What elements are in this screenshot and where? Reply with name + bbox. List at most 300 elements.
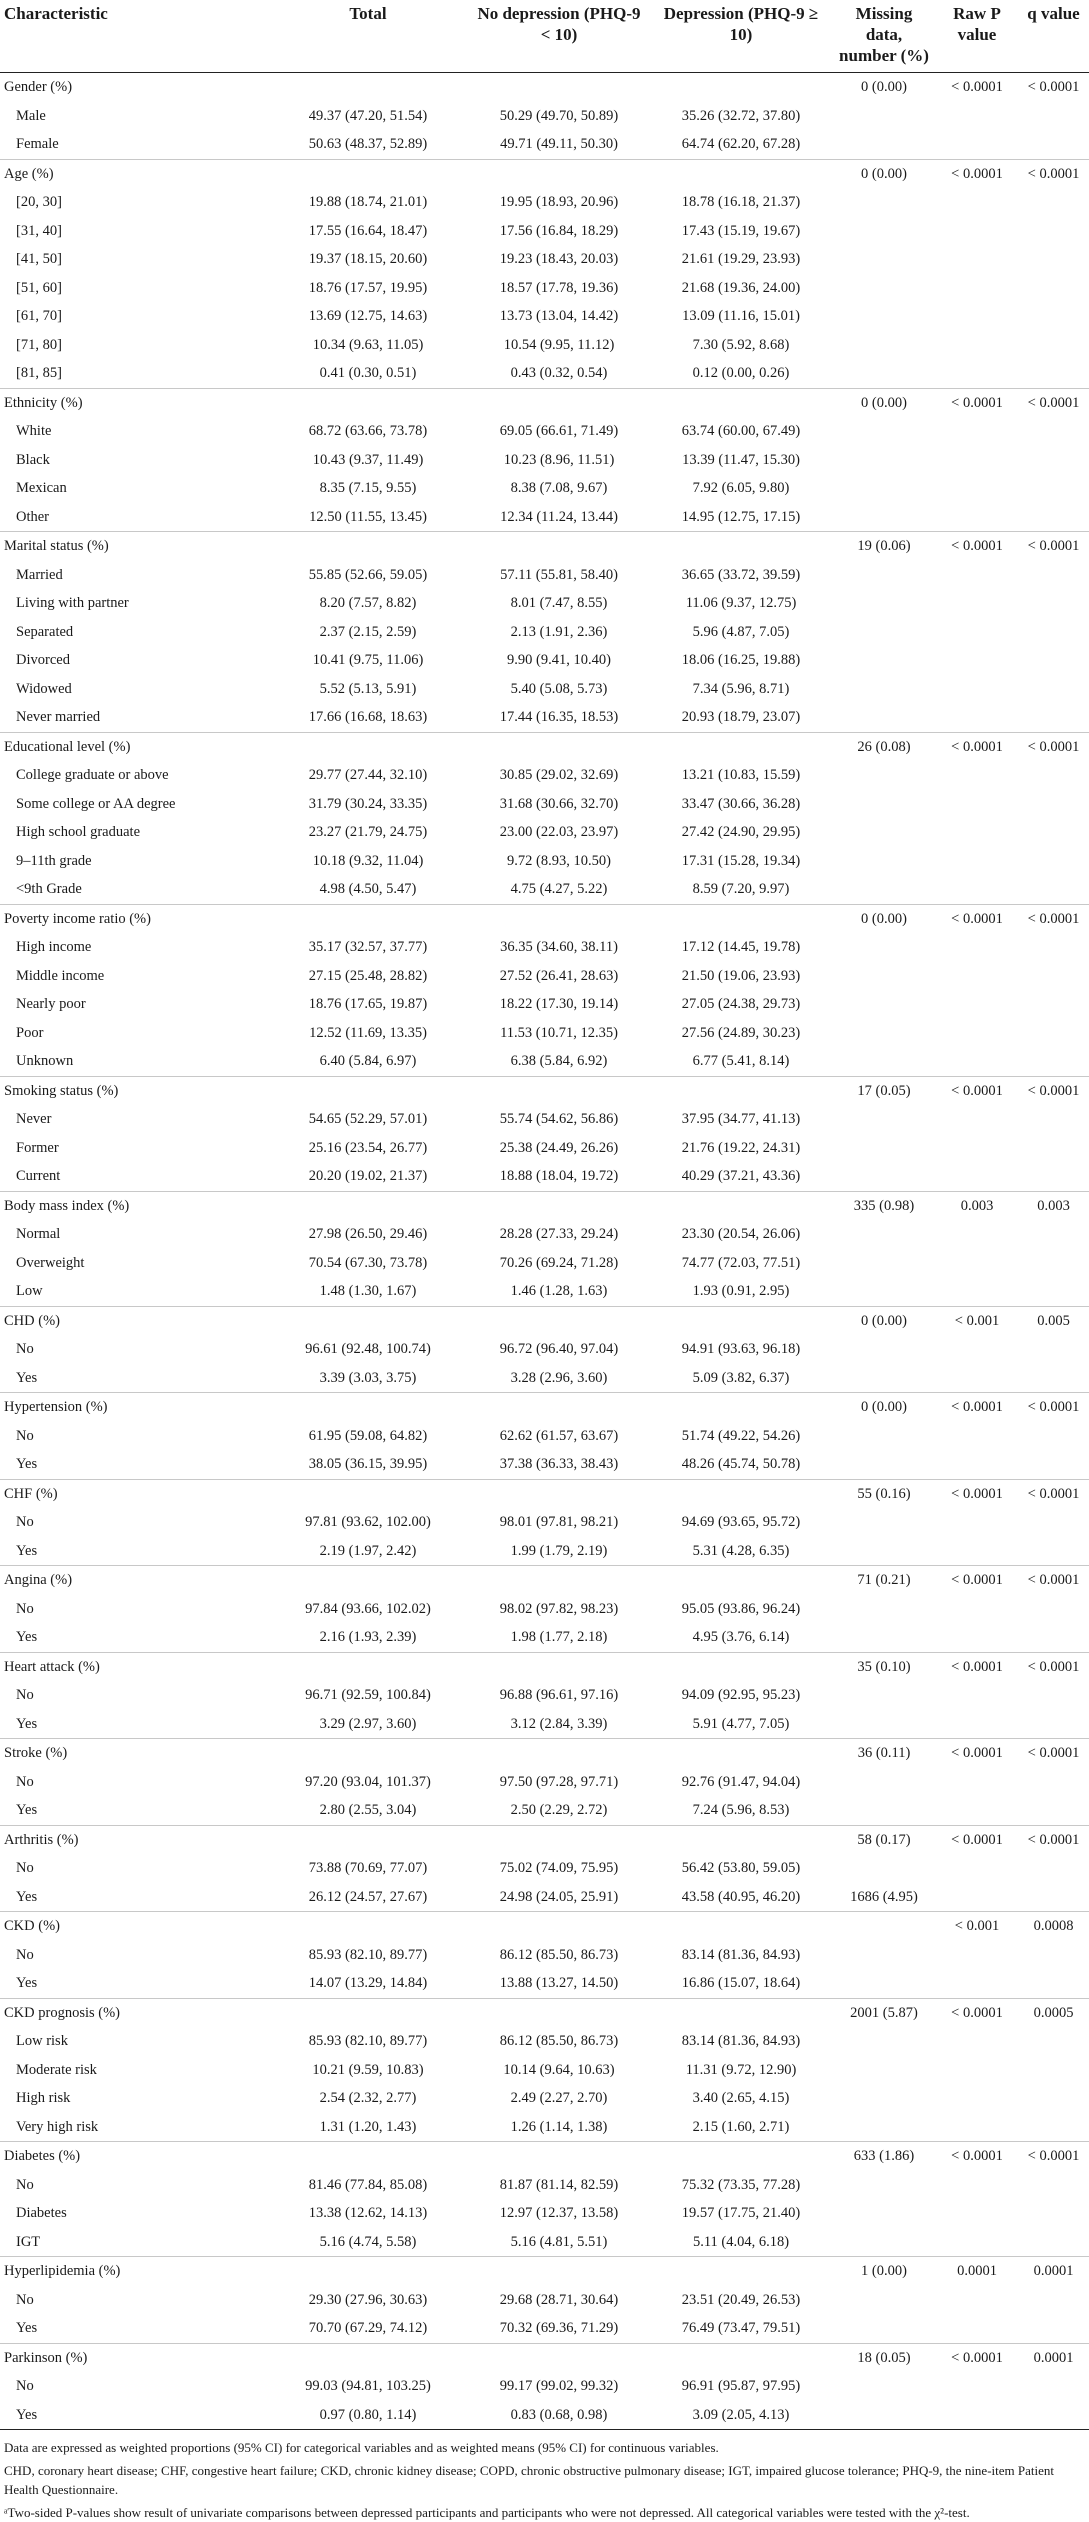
characteristic-cell: Never married <box>16 709 101 725</box>
q-value-cell: < 0.0001 <box>1018 1652 1089 1681</box>
total-cell: 29.77 (27.44, 32.10) <box>308 767 428 783</box>
missing-data-cell <box>832 331 936 360</box>
table-group-row <box>0 388 1089 417</box>
depression-cell: 83.14 (81.36, 84.93) <box>681 2033 801 2049</box>
q-value-cell <box>1018 2113 1089 2142</box>
depression-cell: 13.09 (11.16, 15.01) <box>682 308 800 324</box>
missing-data-cell: 335 (0.98) <box>832 1191 936 1220</box>
q-value-cell <box>1018 302 1089 331</box>
missing-data-cell: 55 (0.16) <box>832 1479 936 1508</box>
q-value-cell: < 0.0001 <box>1018 1479 1089 1508</box>
depression-cell: 20.93 (18.79, 23.07) <box>681 709 801 725</box>
depression-cell: 0.12 (0.00, 0.26) <box>692 365 790 381</box>
q-value-cell <box>1018 561 1089 590</box>
no-depression-cell <box>468 388 650 417</box>
characteristic-cell: [71, 80] <box>16 336 62 353</box>
characteristic-cell: CKD (%) <box>0 1912 268 1941</box>
total-cell: 2.37 (2.15, 2.59) <box>319 623 417 640</box>
characteristic-cell: [51, 60] <box>16 279 62 296</box>
missing-data-cell <box>832 1047 936 1076</box>
table-row <box>0 933 1089 962</box>
table-row <box>0 2228 1089 2257</box>
q-value-cell <box>1018 1796 1089 1825</box>
table-group-row <box>0 159 1089 188</box>
raw-p-value-cell <box>936 1854 1018 1883</box>
depression-cell: 11.06 (9.37, 12.75) <box>685 595 797 611</box>
table-row <box>0 2084 1089 2113</box>
characteristic-cell: Heart attack (%) <box>0 1652 268 1681</box>
no-depression-cell: 55.74 (54.62, 56.86) <box>499 1111 619 1127</box>
no-depression-cell: 70.32 (69.36, 71.29) <box>499 2320 619 2336</box>
total-cell: 18.76 (17.57, 19.95) <box>308 279 428 296</box>
q-value-cell <box>1018 1364 1089 1393</box>
table-group-row <box>0 73 1089 102</box>
total-cell: 3.39 (3.03, 3.75) <box>319 1369 417 1386</box>
raw-p-value-cell <box>936 1710 1018 1739</box>
missing-data-cell <box>832 1105 936 1134</box>
table-group-row <box>0 2257 1089 2286</box>
footnote-p-values: ᵃTwo-sided P-values show result of univariate comparisons between depressed participants and participants who were not depressed. All categorical variables were tested with the χ²-test. <box>4 2505 970 2520</box>
depression-cell <box>650 904 832 933</box>
missing-data-cell <box>832 1537 936 1566</box>
raw-p-value-cell <box>936 2228 1018 2257</box>
table-row <box>0 2027 1089 2056</box>
table-row <box>0 217 1089 246</box>
raw-p-value-cell: < 0.0001 <box>951 79 1003 95</box>
depression-cell: 75.32 (73.35, 77.28) <box>681 2176 801 2193</box>
total-cell: 2.54 (2.32, 2.77) <box>319 2090 417 2106</box>
q-value-cell <box>1018 2314 1089 2343</box>
missing-data-cell: 17 (0.05) <box>832 1076 936 1105</box>
no-depression-cell <box>468 1191 650 1220</box>
depression-cell: 18.06 (16.25, 19.88) <box>681 652 801 668</box>
characteristic-cell: Yes <box>16 2320 38 2336</box>
missing-data-cell <box>832 1912 936 1941</box>
missing-data-cell <box>832 1277 936 1306</box>
missing-data-cell <box>832 1681 936 1710</box>
q-value-cell <box>1018 818 1089 847</box>
q-value-cell: < 0.0001 <box>1018 1739 1089 1768</box>
raw-p-value-cell <box>936 274 1018 303</box>
depression-cell: 23.51 (20.49, 26.53) <box>681 2291 801 2308</box>
total-cell: 8.35 (7.15, 9.55) <box>319 480 417 496</box>
q-value-cell <box>1018 2199 1089 2228</box>
missing-data-cell <box>832 618 936 647</box>
table-row <box>0 761 1089 790</box>
total-cell: 13.69 (12.75, 14.63) <box>308 308 428 324</box>
table-row <box>0 1364 1089 1393</box>
raw-p-value-cell <box>936 2113 1018 2142</box>
depression-cell: 1.93 (0.91, 2.95) <box>692 1283 790 1299</box>
raw-p-value-cell <box>936 1249 1018 1278</box>
raw-p-value-cell <box>936 359 1018 388</box>
no-depression-cell <box>468 2343 650 2372</box>
total-cell: 85.93 (82.10, 89.77) <box>308 2033 428 2049</box>
raw-p-value-cell <box>936 1105 1018 1134</box>
characteristic-cell: No <box>16 2378 34 2394</box>
q-value-cell <box>1018 933 1089 962</box>
no-depression-cell: 98.02 (97.82, 98.23) <box>499 1600 619 1617</box>
no-depression-cell: 49.71 (49.11, 50.30) <box>500 136 618 152</box>
characteristic-cell: Nearly poor <box>16 996 86 1012</box>
missing-data-cell <box>832 1969 936 1998</box>
characteristic-cell: Gender (%) <box>4 79 73 95</box>
table-row <box>0 1681 1089 1710</box>
q-value-cell: < 0.0001 <box>1018 904 1089 933</box>
no-depression-cell: 96.88 (96.61, 97.16) <box>499 1687 619 1703</box>
table-row <box>0 646 1089 675</box>
no-depression-cell: 29.68 (28.71, 30.64) <box>499 2291 619 2308</box>
missing-data-cell: 633 (1.86) <box>832 2142 936 2171</box>
depression-cell <box>650 1191 832 1220</box>
total-cell <box>268 1912 468 1941</box>
no-depression-cell: 57.11 (55.81, 58.40) <box>500 566 618 583</box>
no-depression-cell: 1.26 (1.14, 1.38) <box>510 2118 608 2135</box>
raw-p-value-cell <box>936 2286 1018 2315</box>
depression-cell: 83.14 (81.36, 84.93) <box>681 1946 801 1963</box>
q-value-cell <box>1018 790 1089 819</box>
depression-cell: 13.21 (10.83, 15.59) <box>681 767 801 783</box>
no-depression-cell: 19.95 (18.93, 20.96) <box>499 194 619 210</box>
raw-p-value-cell <box>936 2027 1018 2056</box>
table-body <box>0 73 1089 2430</box>
missing-data-cell <box>832 847 936 876</box>
table-group-row <box>0 2142 1089 2171</box>
q-value-cell <box>1018 2286 1089 2315</box>
total-cell: 23.27 (21.79, 24.75) <box>308 824 428 840</box>
total-cell: 27.15 (25.48, 28.82) <box>308 967 428 984</box>
total-cell <box>268 1076 468 1105</box>
no-depression-cell: 3.12 (2.84, 3.39) <box>510 1715 608 1732</box>
q-value-cell <box>1018 474 1089 503</box>
total-cell: 20.20 (19.02, 21.37) <box>308 1168 428 1184</box>
missing-data-cell <box>832 130 936 159</box>
q-value-cell: < 0.0001 <box>1018 159 1089 188</box>
depression-cell: 5.09 (3.82, 6.37) <box>692 1369 790 1386</box>
missing-data-cell <box>832 1422 936 1451</box>
q-value-cell <box>1018 446 1089 475</box>
table-row <box>0 274 1089 303</box>
table-row <box>0 1134 1089 1163</box>
q-value-cell <box>1018 2401 1089 2430</box>
q-value-cell <box>1018 1249 1089 1278</box>
characteristic-cell: [81, 85] <box>16 365 62 381</box>
table-group-row <box>0 904 1089 933</box>
characteristic-cell: Low risk <box>16 2033 68 2049</box>
characteristic-cell: [61, 70] <box>16 308 62 324</box>
depression-cell: 40.29 (37.21, 43.36) <box>681 1168 801 1184</box>
q-value-cell <box>1018 331 1089 360</box>
q-value-cell <box>1018 417 1089 446</box>
no-depression-cell: 23.00 (22.03, 23.97) <box>499 824 619 840</box>
characteristic-cell: Mexican <box>16 480 67 496</box>
total-cell <box>268 2142 468 2171</box>
total-cell: 97.20 (93.04, 101.37) <box>305 1773 431 1790</box>
table-row <box>0 618 1089 647</box>
characteristic-cell: CHD (%) <box>0 1306 268 1335</box>
total-cell: 54.65 (52.29, 57.01) <box>308 1111 428 1127</box>
raw-p-value-cell <box>936 1335 1018 1364</box>
missing-data-cell <box>832 2199 936 2228</box>
q-value-cell <box>1018 359 1089 388</box>
raw-p-value-cell <box>936 1623 1018 1652</box>
table-group-row <box>0 1739 1089 1768</box>
no-depression-cell: 0.83 (0.68, 0.98) <box>468 2401 650 2430</box>
table-row <box>0 790 1089 819</box>
raw-p-value-cell: < 0.0001 <box>936 1076 1018 1105</box>
depression-cell <box>650 1739 832 1768</box>
raw-p-value-cell <box>936 503 1018 532</box>
depression-cell: 96.91 (95.87, 97.95) <box>681 2378 801 2394</box>
raw-p-value-cell <box>936 1941 1018 1970</box>
missing-data-cell <box>832 875 936 904</box>
table-row <box>0 1883 1089 1912</box>
table-group-row <box>0 1076 1089 1105</box>
no-depression-cell <box>468 532 650 561</box>
characteristic-cell: CHF (%) <box>0 1479 268 1508</box>
missing-data-cell: 0 (0.00) <box>832 388 936 417</box>
depression-cell: 92.76 (91.47, 94.04) <box>681 1773 801 1790</box>
missing-data-cell <box>832 2286 936 2315</box>
raw-p-value-cell <box>936 331 1018 360</box>
missing-data-cell <box>832 1595 936 1624</box>
total-cell: 14.07 (13.29, 14.84) <box>308 1975 428 1991</box>
raw-p-value-cell: 0.0001 <box>936 2257 1018 2286</box>
missing-data-cell <box>832 359 936 388</box>
table-group-row <box>0 1998 1089 2027</box>
table-row <box>0 1768 1089 1797</box>
raw-p-value-cell: < 0.0001 <box>936 1566 1018 1595</box>
depression-cell: 94.91 (93.63, 96.18) <box>681 1341 801 1357</box>
raw-p-value-cell <box>936 561 1018 590</box>
table-row <box>0 847 1089 876</box>
no-depression-cell: 62.62 (61.57, 63.67) <box>499 1427 619 1444</box>
q-value-cell <box>1018 990 1089 1019</box>
table-row <box>0 2056 1089 2085</box>
q-value-cell <box>1018 188 1089 217</box>
table-row <box>0 1277 1089 1306</box>
depression-cell <box>650 1825 832 1854</box>
raw-p-value-cell <box>936 1019 1018 1048</box>
no-depression-cell: 81.87 (81.14, 82.59) <box>499 2176 619 2193</box>
raw-p-value-cell: < 0.0001 <box>936 1652 1018 1681</box>
characteristic-cell: Marital status (%) <box>0 532 268 561</box>
no-depression-cell: 1.99 (1.79, 2.19) <box>510 1542 608 1559</box>
raw-p-value-cell <box>936 1969 1018 1998</box>
characteristic-cell: Current <box>16 1168 61 1184</box>
depression-cell: 23.30 (20.54, 26.06) <box>681 1226 801 1242</box>
depression-cell: 21.50 (19.06, 23.93) <box>681 967 801 984</box>
characteristic-cell: Yes <box>16 1542 38 1559</box>
table-group-row <box>0 532 1089 561</box>
q-value-cell: < 0.0001 <box>1018 1566 1089 1595</box>
table-row <box>0 703 1089 732</box>
raw-p-value-cell <box>936 2199 1018 2228</box>
raw-p-value-cell <box>936 2084 1018 2113</box>
table-row <box>0 1854 1089 1883</box>
raw-p-value-cell <box>936 2314 1018 2343</box>
missing-data-cell <box>832 1710 936 1739</box>
raw-p-value-cell <box>936 417 1018 446</box>
no-depression-cell <box>468 1393 650 1422</box>
depression-cell: 6.77 (5.41, 8.14) <box>692 1053 790 1069</box>
missing-data-cell <box>832 790 936 819</box>
raw-p-value-cell <box>936 818 1018 847</box>
table-row <box>0 990 1089 1019</box>
total-cell: 10.34 (9.63, 11.05) <box>312 336 424 353</box>
q-value-cell <box>1018 1105 1089 1134</box>
total-cell: 2.80 (2.55, 3.04) <box>319 1802 417 1818</box>
table-row <box>0 589 1089 618</box>
characteristic-cell: Yes <box>16 1888 38 1905</box>
raw-p-value-cell: < 0.0001 <box>936 1479 1018 1508</box>
q-value-cell: 0.0008 <box>1018 1912 1089 1941</box>
total-cell: 12.52 (11.69, 13.35) <box>309 1024 427 1041</box>
no-depression-cell: 36.35 (34.60, 38.11) <box>500 939 618 955</box>
depression-cell <box>650 1998 832 2027</box>
raw-p-value-cell: < 0.0001 <box>936 732 1018 761</box>
q-value-cell <box>1018 503 1089 532</box>
characteristic-cell: Living with partner <box>16 595 129 611</box>
header-characteristic: Characteristic <box>0 0 268 73</box>
q-value-cell <box>1018 1969 1089 1998</box>
table-row <box>0 1796 1089 1825</box>
raw-p-value-cell: < 0.0001 <box>936 388 1018 417</box>
table-row <box>0 1220 1089 1249</box>
no-depression-cell: 86.12 (85.50, 86.73) <box>499 1946 619 1963</box>
q-value-cell <box>1018 1508 1089 1537</box>
missing-data-cell <box>832 2027 936 2056</box>
no-depression-cell: 27.52 (26.41, 28.63) <box>499 967 619 984</box>
header-depression: Depression (PHQ-9 ≥ 10) <box>650 0 832 73</box>
raw-p-value-cell <box>936 2401 1018 2430</box>
missing-data-cell <box>832 1249 936 1278</box>
total-cell <box>268 2343 468 2372</box>
total-cell: 81.46 (77.84, 85.08) <box>308 2176 428 2193</box>
table-row <box>0 446 1089 475</box>
table-row <box>0 1537 1089 1566</box>
q-value-cell <box>1018 2372 1089 2401</box>
no-depression-cell <box>468 2142 650 2171</box>
total-cell: 1.31 (1.20, 1.43) <box>319 2118 417 2135</box>
characteristic-cell: No <box>16 1687 34 1703</box>
no-depression-cell: 4.75 (4.27, 5.22) <box>510 881 608 897</box>
q-value-cell: 0.003 <box>1018 1191 1089 1220</box>
q-value-cell <box>1018 130 1089 159</box>
raw-p-value-cell: < 0.001 <box>936 1306 1018 1335</box>
missing-data-cell: 19 (0.06) <box>832 532 936 561</box>
missing-data-cell <box>832 274 936 303</box>
no-depression-cell: 18.57 (17.78, 19.36) <box>499 279 619 296</box>
raw-p-value-cell: < 0.0001 <box>936 2343 1018 2372</box>
q-value-cell <box>1018 1277 1089 1306</box>
q-value-cell <box>1018 1854 1089 1883</box>
no-depression-cell <box>468 1825 650 1854</box>
depression-cell: 74.77 (72.03, 77.51) <box>681 1254 801 1271</box>
total-cell <box>268 388 468 417</box>
characteristic-cell: Divorced <box>16 652 70 668</box>
header-raw-p-value: Raw P value <box>936 0 1018 73</box>
table-row <box>0 962 1089 991</box>
no-depression-cell <box>468 1998 650 2027</box>
depression-cell: 36.65 (33.72, 39.59) <box>681 566 801 583</box>
total-cell <box>268 1739 468 1768</box>
raw-p-value-cell: < 0.001 <box>936 1912 1018 1941</box>
table-row <box>0 1105 1089 1134</box>
characteristic-cell: High school graduate <box>16 824 141 840</box>
total-cell: 17.55 (16.64, 18.47) <box>308 222 428 239</box>
depression-cell: 17.12 (14.45, 19.78) <box>681 939 801 955</box>
total-cell: 18.76 (17.65, 19.87) <box>308 996 428 1012</box>
total-cell: 19.37 (18.15, 20.60) <box>308 251 428 267</box>
missing-data-cell: 18 (0.05) <box>832 2343 936 2372</box>
q-value-cell <box>1018 217 1089 246</box>
no-depression-cell: 12.34 (11.24, 13.44) <box>500 508 618 525</box>
table-group-row <box>0 2343 1089 2372</box>
table-header <box>0 0 1089 73</box>
depression-cell <box>650 388 832 417</box>
total-cell: 27.98 (26.50, 29.46) <box>308 1226 428 1242</box>
depression-cell: 27.05 (24.38, 29.73) <box>681 996 801 1012</box>
q-value-cell <box>1018 2171 1089 2200</box>
missing-data-cell <box>832 1854 936 1883</box>
total-cell <box>268 2257 468 2286</box>
characteristic-cell: Separated <box>16 623 74 640</box>
characteristic-cell: Black <box>16 451 50 468</box>
q-value-cell <box>1018 646 1089 675</box>
no-depression-cell: 10.23 (8.96, 11.51) <box>503 451 615 468</box>
table-group-row <box>0 1479 1089 1508</box>
characteristic-cell: Unknown <box>16 1053 74 1069</box>
characteristic-cell: No <box>16 1600 34 1617</box>
total-cell: 85.93 (82.10, 89.77) <box>308 1946 428 1963</box>
total-cell: 1.48 (1.30, 1.67) <box>319 1283 417 1299</box>
no-depression-cell <box>468 159 650 188</box>
characteristic-cell: Former <box>16 1139 59 1156</box>
q-value-cell: < 0.0001 <box>1018 388 1089 417</box>
total-cell: 6.40 (5.84, 6.97) <box>319 1053 417 1069</box>
total-cell: 10.18 (9.32, 11.04) <box>312 852 424 869</box>
missing-data-cell <box>832 217 936 246</box>
no-depression-cell: 98.01 (97.81, 98.21) <box>499 1514 619 1530</box>
characteristic-cell: Female <box>16 136 59 152</box>
characteristic-cell: College graduate or above <box>16 767 169 783</box>
q-value-cell <box>1018 1220 1089 1249</box>
total-cell <box>268 1998 468 2027</box>
missing-data-cell <box>832 1335 936 1364</box>
no-depression-cell: 5.40 (5.08, 5.73) <box>510 680 608 697</box>
table-row <box>0 1047 1089 1076</box>
no-depression-cell: 8.01 (7.47, 8.55) <box>510 595 608 611</box>
characteristic-cell: [41, 50] <box>16 251 62 267</box>
total-cell: 73.88 (70.69, 77.07) <box>308 1860 428 1876</box>
depression-cell: 17.43 (15.19, 19.67) <box>681 222 801 239</box>
no-depression-cell: 86.12 (85.50, 86.73) <box>499 2033 619 2049</box>
depression-cell: 7.24 (5.96, 8.53) <box>692 1802 790 1818</box>
depression-cell: 5.31 (4.28, 6.35) <box>692 1542 790 1559</box>
no-depression-cell: 6.38 (5.84, 6.92) <box>510 1053 608 1069</box>
characteristic-cell: No <box>16 1773 34 1790</box>
q-value-cell <box>1018 1768 1089 1797</box>
no-depression-cell: 11.53 (10.71, 12.35) <box>500 1024 618 1041</box>
header-q-value: q value <box>1018 0 1089 73</box>
no-depression-cell <box>468 904 650 933</box>
q-value-cell: 0.0001 <box>1018 2343 1089 2372</box>
q-value-cell <box>1018 875 1089 904</box>
raw-p-value-cell <box>936 1595 1018 1624</box>
total-cell <box>268 1393 468 1422</box>
missing-data-cell <box>832 703 936 732</box>
